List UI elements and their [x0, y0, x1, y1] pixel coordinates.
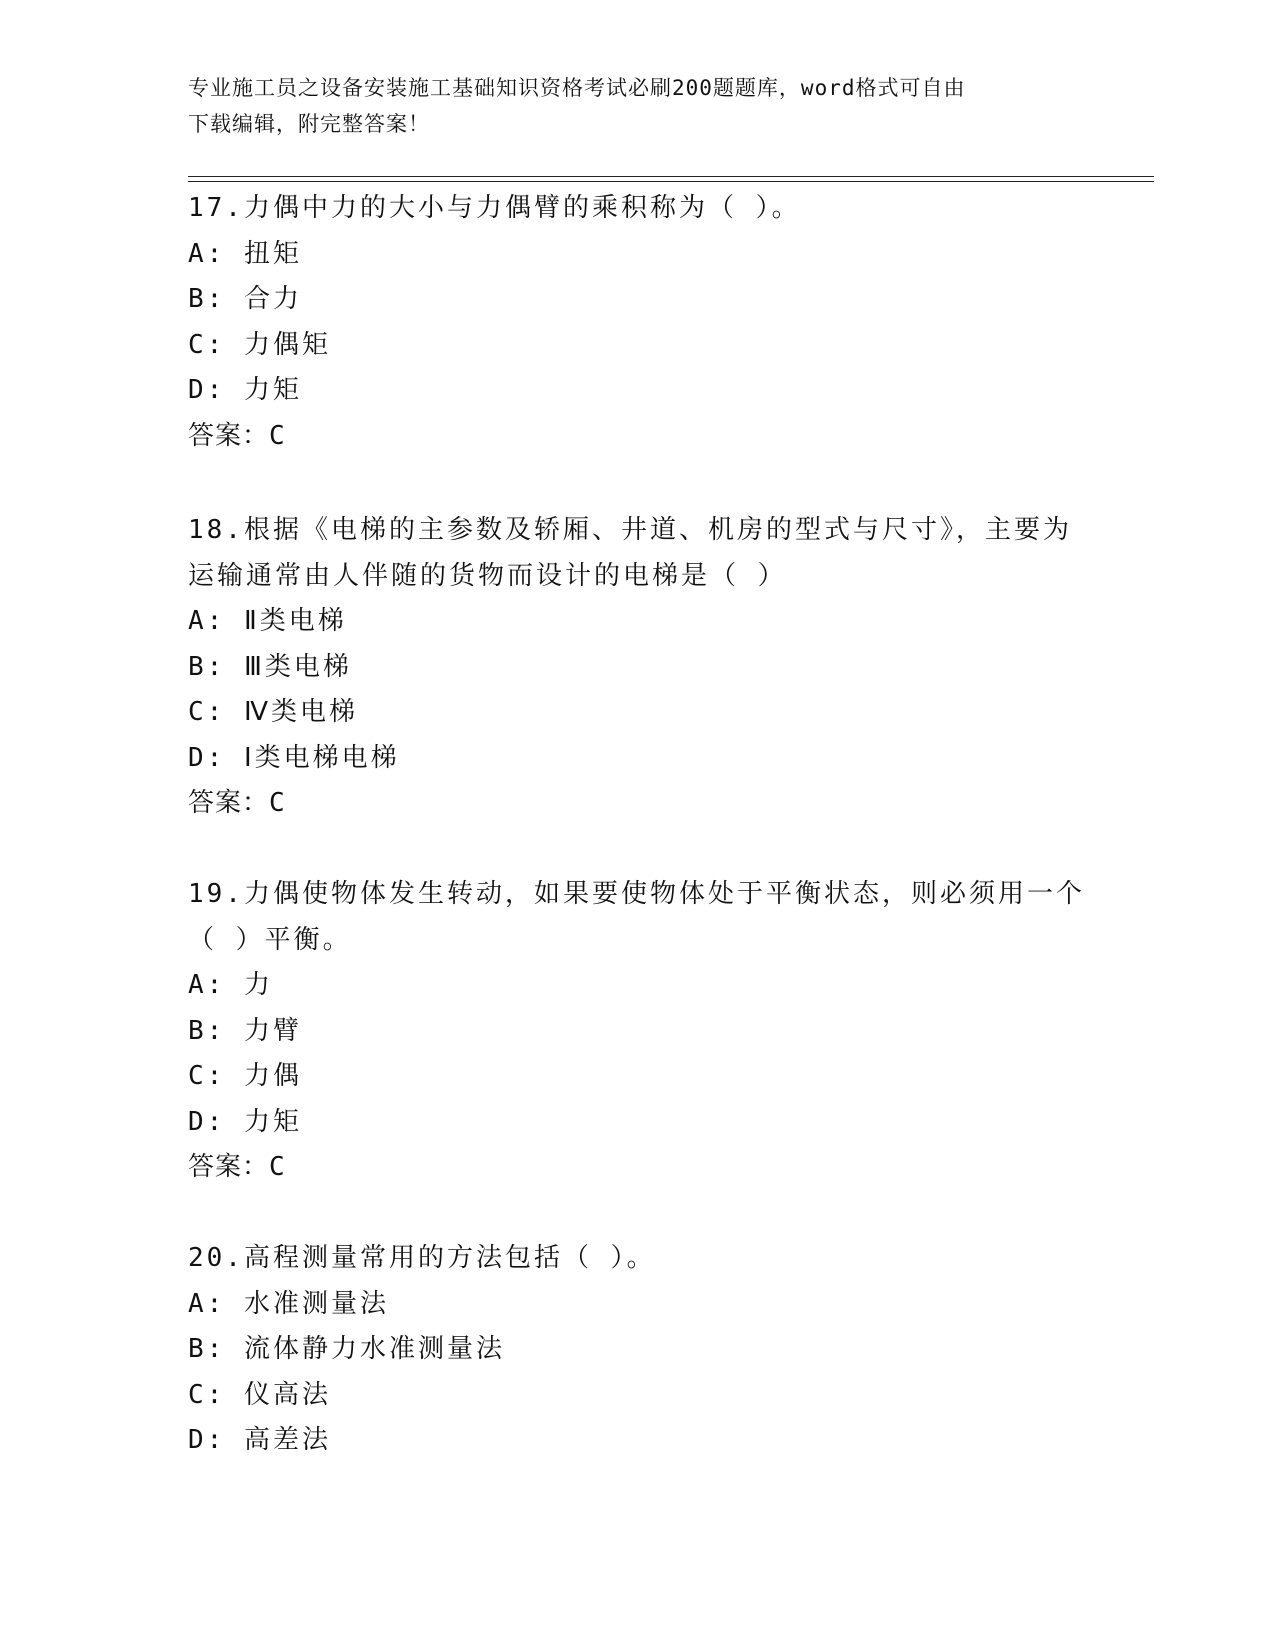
option-a: A: 力 [188, 970, 273, 1000]
option-c: C: Ⅳ类电梯 [188, 697, 358, 727]
option-d: D: Ⅰ类电梯电梯 [188, 742, 400, 773]
answer-value: C [269, 420, 286, 451]
answer-label: 答案： [188, 1152, 270, 1182]
header-divider-bottom [188, 181, 1154, 182]
answer-value: C [269, 788, 286, 818]
answer-line [188, 414, 1088, 460]
question-text: 18.根据《电梯的主参数及轿厢、井道、机房的型式与尺寸》，主要为 [188, 515, 1072, 545]
question-17 [188, 186, 1088, 459]
option-d: D: 力矩 [188, 1106, 302, 1137]
question-text-continued: （ ）平衡。 [188, 924, 352, 955]
answer-line [188, 781, 1088, 827]
option-d: D: 力矩 [188, 375, 302, 405]
question-20 [188, 1236, 1088, 1464]
question-18 [188, 508, 1088, 827]
question-text: 19.力偶使物体发生转动，如果要使物体处于平衡状态，则必须用一个 [188, 879, 1085, 909]
option-c: C: 仪高法 [188, 1379, 331, 1410]
option-a: A: 水准测量法 [188, 1288, 389, 1319]
question-text: 17.力偶中力的大小与力偶臂的乘积称为（ ）。 [188, 193, 801, 223]
header-line-1: 专业施工员之设备安装施工基础知识资格考试必刷200题题库，word格式可自由 [188, 76, 966, 100]
header-line-2: 下载编辑，附完整答案！ [188, 112, 430, 136]
header-divider-top [188, 176, 1154, 177]
answer-label: 答案： [188, 420, 270, 451]
question-text-continued: 运输通常由人伴随的货物而设计的电梯是（ ） [188, 560, 787, 591]
option-b: B: 合力 [188, 284, 302, 314]
answer-line [188, 1145, 1088, 1191]
question-text: 20.高程测量常用的方法包括（ ）。 [188, 1243, 656, 1273]
option-c: C: 力偶 [188, 1061, 302, 1091]
option-b: B: 流体静力水准测量法 [188, 1334, 505, 1364]
option-a: A: Ⅱ类电梯 [188, 606, 347, 636]
option-a: A: 扭矩 [188, 238, 302, 269]
option-d: D: 高差法 [188, 1425, 331, 1455]
question-19 [188, 872, 1088, 1191]
answer-value: C [269, 1152, 286, 1182]
document-header [188, 70, 1088, 142]
option-b: B: 力臂 [188, 1015, 302, 1046]
option-b: B: Ⅲ类电梯 [188, 651, 352, 682]
option-c: C: 力偶矩 [188, 329, 331, 360]
answer-label: 答案： [188, 788, 270, 818]
